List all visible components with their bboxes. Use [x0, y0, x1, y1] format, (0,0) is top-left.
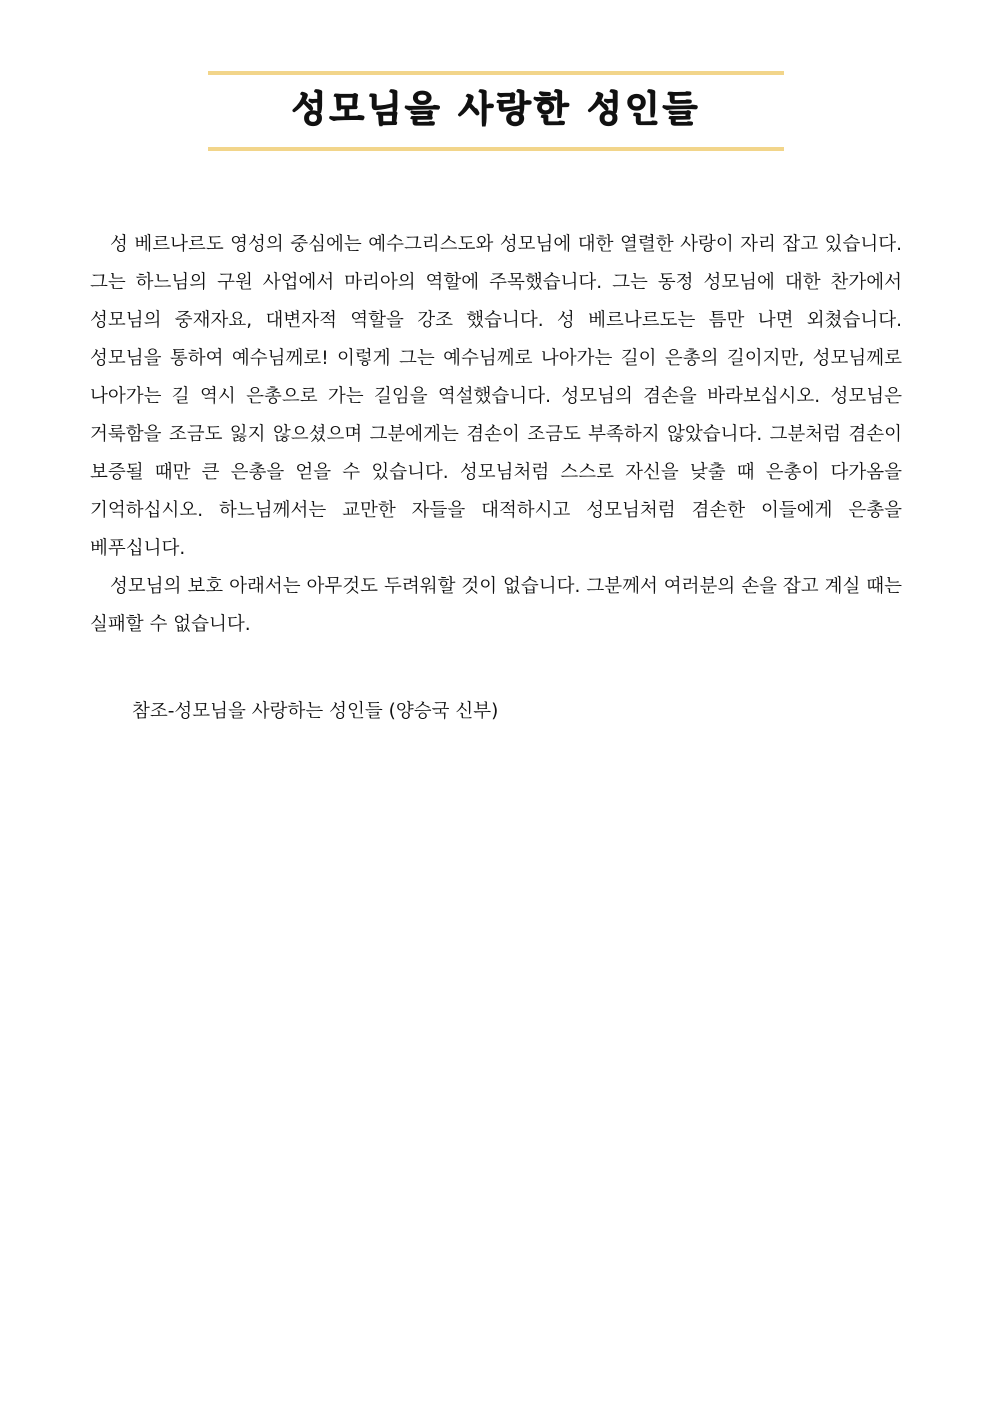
title-block: [208, 71, 784, 151]
paragraph-2: 성모님의 보호 아래서는 아무것도 두려워할 것이 없습니다. 그분께서 여러분의 손을 잡고 계실 때는 실패할 수 없습니다.: [90, 576, 902, 635]
paragraph-1: 성 베르나르도 영성의 중심에는 예수그리스도와 성모님에 대한 열렬한 사랑이 자리 잡고 있습니다. 그는 하느님의 구원 사업에서 마리아의 역할에 주목했습니다. 그는 동정 성모님에 대한 찬가에서 성모님의 중재자요, 대변자적 역할을 강조 했습니다. 성 베르나르도는 틈만 나면 외쳤습니다. 성모님을 통하여 예수님께로! 이렇게 그는 예수님께로 나아가는 길이 은총의 길이지만, 성모님께로 나아가는 길 역시 은총으로 가는 길임을 역설했습니다. 성모님의 겸손을 바라보십시오. 성모님은 거룩함을 조금도 잃지 않으셨으며 그분에게는 겸손이 조금도 부족하지 않았습니다. 그분처럼 겸손이 보증될 때만 큰 은총을 얻을 수 있습니다. 성모님처럼 스스로 자신을 낮출 때 은총이 다가옴을 기억하십시오. 하느님께서는 교만한 자들을 대적하시고 성모님처럼 겸손한 이들에게 은총을 베푸십니다.: [90, 234, 902, 559]
page-title: 성모님을 사랑한 성인들: [291, 89, 701, 130]
title-top-rule: [208, 71, 784, 75]
reference-note: 참조-성모님을 사랑하는 성인들 (양승국 신부): [132, 701, 499, 722]
title-bottom-rule: [208, 147, 784, 151]
body-text: [90, 226, 902, 644]
